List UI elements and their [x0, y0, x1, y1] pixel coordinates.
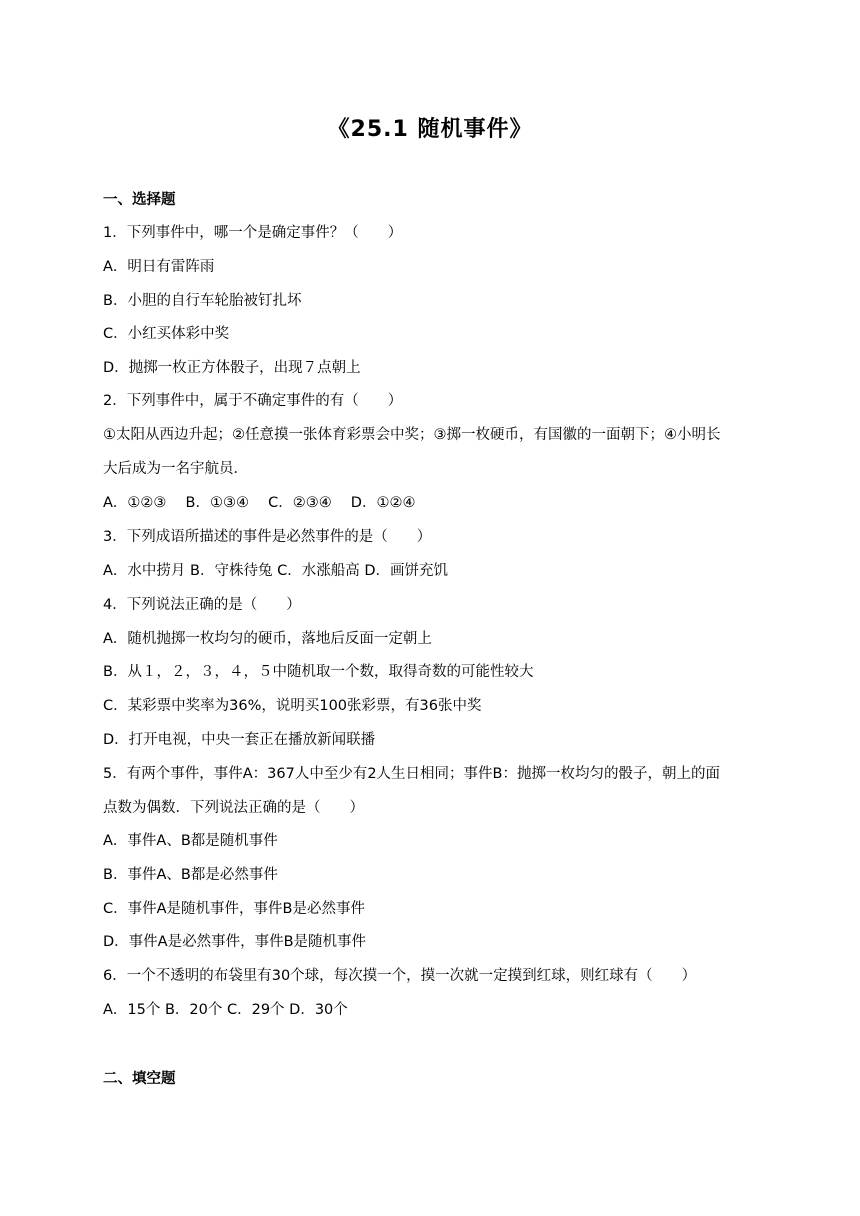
- question-5-option-b: B．事件A、B都是必然事件: [103, 867, 278, 883]
- question-5-option-d: D．事件A是必然事件，事件B是随机事件: [103, 934, 367, 950]
- question-1-option-d: D．抛掷一枚正方体骰子，出现７点朝上: [103, 360, 361, 376]
- question-4-option-d: D．打开电视，中央一套正在播放新闻联播: [103, 732, 376, 748]
- question-1-option-b: B．小胆的自行车轮胎被钉扎坏: [103, 293, 302, 309]
- question-5-option-a: A．事件A、B都是随机事件: [103, 833, 278, 849]
- question-1-option-c: C．小红买体彩中奖: [103, 326, 230, 342]
- question-2-options: A．①②③ B．①③④ C．②③④ D．①②④: [103, 495, 416, 511]
- question-4-option-b: B．从１，２，３，４，５中随机取一个数，取得奇数的可能性较大: [103, 664, 534, 680]
- question-3-stem: 3．下列成语所描述的事件是必然事件的是（ ）: [103, 529, 432, 545]
- section-heading-fill-in: 二、填空题: [103, 1071, 176, 1087]
- question-1-stem: 1．下列事件中，哪一个是确定事件？（ ）: [103, 225, 403, 241]
- question-6-stem: 6．一个不透明的布袋里有30个球，每次摸一个，摸一次就一定摸到红球，则红球有（ ）: [103, 968, 697, 984]
- section-heading-multiple-choice: 一、选择题: [103, 192, 176, 208]
- question-4-stem: 4．下列说法正确的是（ ）: [103, 597, 301, 613]
- question-2-body-line2: 大后成为一名宇航员．: [103, 461, 248, 477]
- question-5-option-c: C．事件A是随机事件，事件B是必然事件: [103, 901, 365, 917]
- question-2-stem: 2．下列事件中，属于不确定事件的有（ ）: [103, 393, 403, 409]
- question-6-options: A．15个 B．20个 C．29个 D．30个: [103, 1002, 348, 1018]
- question-2-body-line1: ①太阳从西边升起；②任意摸一张体育彩票会中奖；③掷一枚硬币，有国徽的一面朝下；④小明长: [103, 427, 721, 443]
- question-4-option-a: A．随机抛掷一枚均匀的硬币，落地后反面一定朝上: [103, 631, 432, 647]
- question-1-option-a: A．明日有雷阵雨: [103, 259, 215, 275]
- question-5-stem-line2: 点数为偶数．下列说法正确的是（ ）: [103, 800, 364, 816]
- question-3-options: A．水中捞月 B．守株待兔 C．水涨船高 D．画饼充饥: [103, 563, 448, 579]
- question-5-stem-line1: 5．有两个事件，事件A：367人中至少有2人生日相同；事件B：抛掷一枚均匀的骰子，朝上的面: [103, 766, 720, 782]
- document-title: 《25.1 随机事件》: [327, 117, 533, 142]
- question-4-option-c: C．某彩票中奖率为36%，说明买100张彩票，有36张中奖: [103, 698, 482, 714]
